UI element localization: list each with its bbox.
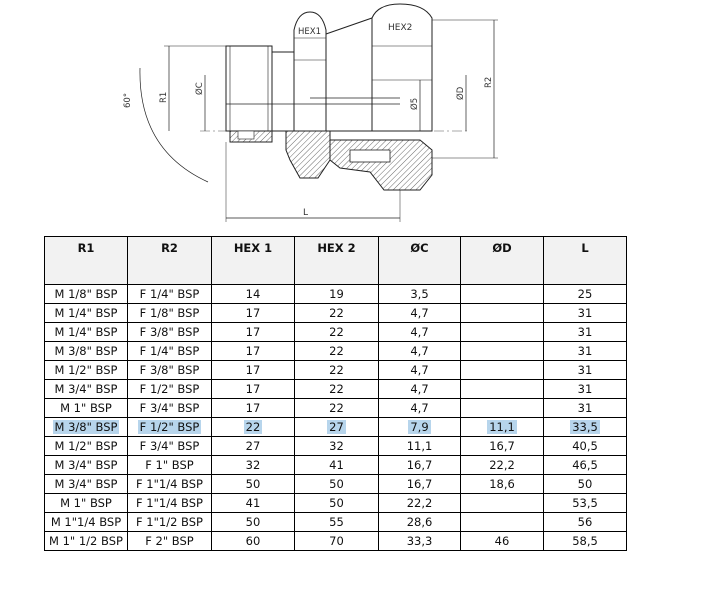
cell-text: 17 [245, 401, 261, 415]
cell-text: 33,3 [406, 534, 433, 548]
cell-hex1 [212, 475, 295, 494]
cell-od [461, 532, 544, 551]
cell-text: 56 [577, 515, 593, 529]
cell-text: M 1/4" BSP [54, 306, 118, 320]
cell-hex1 [212, 361, 295, 380]
r1-label: R1 [159, 91, 169, 103]
cell-oc [379, 456, 461, 475]
cell-text: 17 [245, 363, 261, 377]
header-od: ØD [461, 237, 544, 285]
cell-text: 11,1 [489, 420, 515, 434]
cell-text: 16,7 [406, 458, 433, 472]
cell-od [461, 437, 544, 456]
cell-l [544, 513, 627, 532]
cell-text: M 1/2" BSP [54, 439, 118, 453]
cell-text: F 1"1/4 BSP [136, 477, 203, 491]
section-hex1 [286, 131, 330, 178]
cell-text: 50 [329, 477, 344, 491]
cell-text: 46 [494, 534, 510, 548]
cell-r2 [128, 418, 212, 437]
cell-hex1 [212, 304, 295, 323]
cell-r2 [128, 285, 212, 304]
cell-r2 [128, 361, 212, 380]
cell-l [544, 456, 627, 475]
cell-text: 19 [329, 287, 344, 301]
cell-oc [379, 342, 461, 361]
cell-oc [379, 475, 461, 494]
o5-label: Ø5 [410, 97, 420, 110]
cell-r1 [45, 380, 128, 399]
cell-oc [379, 437, 461, 456]
cell-text: M 3/4" BSP [54, 477, 118, 491]
cell-hex2 [295, 342, 379, 361]
cell-r1 [45, 323, 128, 342]
cell-text: 22,2 [489, 458, 515, 472]
cell-r2 [128, 494, 212, 513]
cell-text: 41 [329, 458, 344, 472]
header-hex1: HEX 1 [212, 237, 295, 285]
cell-text: M 1"1/4 BSP [50, 515, 122, 529]
cell-text: 50 [329, 496, 344, 510]
cell-hex2 [295, 456, 379, 475]
cell-hex2 [295, 475, 379, 494]
cell-l [544, 304, 627, 323]
cell-r1 [45, 418, 128, 437]
cell-l [544, 437, 627, 456]
cell-text: M 3/4" BSP [54, 382, 118, 396]
cell-text: 50 [245, 477, 261, 491]
cell-r1 [45, 304, 128, 323]
cell-l [544, 285, 627, 304]
cell-od [461, 418, 544, 437]
cell-hex1 [212, 380, 295, 399]
cell-text: 70 [329, 534, 344, 548]
header-l: L [544, 237, 627, 285]
cell-text: M 1/8" BSP [54, 287, 118, 301]
cell-text: F 3/4" BSP [139, 401, 200, 415]
cell-text: 7,9 [410, 420, 429, 434]
cell-od [461, 342, 544, 361]
cell-hex1 [212, 513, 295, 532]
cell-text: F 3/4" BSP [139, 439, 200, 453]
cell-text: 11,1 [406, 439, 433, 453]
hex2-label: HEX2 [388, 23, 413, 33]
cell-l [544, 323, 627, 342]
cell-text: 22 [245, 420, 261, 434]
cell-text: 31 [577, 344, 593, 358]
table-row [45, 475, 627, 494]
cell-text: 46,5 [572, 458, 598, 472]
cell-hex2 [295, 418, 379, 437]
cell-text: 50 [577, 477, 593, 491]
cell-text: 4,7 [410, 363, 429, 377]
cell-l [544, 532, 627, 551]
cell-text: 31 [577, 325, 593, 339]
table-row [45, 323, 627, 342]
cell-text: 32 [245, 458, 261, 472]
cell-r1 [45, 437, 128, 456]
cell-r1 [45, 475, 128, 494]
cell-hex1 [212, 323, 295, 342]
cell-hex2 [295, 494, 379, 513]
cell-text: 14 [245, 287, 261, 301]
cell-text: 25 [577, 287, 593, 301]
cell-od [461, 304, 544, 323]
cell-hex1 [212, 494, 295, 513]
l-label: L [303, 208, 309, 218]
cell-r1 [45, 361, 128, 380]
cell-text: 4,7 [410, 401, 429, 415]
cell-r1 [45, 399, 128, 418]
angle-label: 60° [123, 92, 133, 108]
cell-text: 50 [245, 515, 261, 529]
cell-text: 4,7 [410, 382, 429, 396]
table-row [45, 456, 627, 475]
cell-hex2 [295, 437, 379, 456]
header-oc: ØC [379, 237, 461, 285]
cell-hex1 [212, 285, 295, 304]
cell-hex1 [212, 342, 295, 361]
cell-od [461, 380, 544, 399]
cell-text: M 3/8" BSP [54, 344, 118, 358]
cell-r2 [128, 342, 212, 361]
cell-text: M 3/4" BSP [54, 458, 118, 472]
cell-oc [379, 494, 461, 513]
cell-r1 [45, 456, 128, 475]
table-row [45, 494, 627, 513]
cell-od [461, 475, 544, 494]
cell-hex2 [295, 399, 379, 418]
table-row [45, 304, 627, 323]
cell-oc [379, 380, 461, 399]
hex1-label: HEX1 [298, 27, 321, 37]
cell-text: 18,6 [489, 477, 515, 491]
table-row [45, 532, 627, 551]
cell-r2 [128, 456, 212, 475]
header-r1: R1 [45, 237, 128, 285]
cell-text: 31 [577, 382, 593, 396]
cell-text: 55 [329, 515, 344, 529]
cell-oc [379, 418, 461, 437]
cell-r2 [128, 380, 212, 399]
cell-r2 [128, 475, 212, 494]
header-r2: R2 [128, 237, 212, 285]
table-row [45, 437, 627, 456]
cell-oc [379, 285, 461, 304]
table-row [45, 285, 627, 304]
cell-text: 22 [329, 306, 344, 320]
cell-hex2 [295, 380, 379, 399]
cell-hex2 [295, 323, 379, 342]
cell-text: 32 [329, 439, 344, 453]
table-row-highlighted [45, 418, 627, 437]
cell-text: 33,5 [572, 420, 598, 434]
cell-hex2 [295, 532, 379, 551]
cell-r2 [128, 437, 212, 456]
cell-hex2 [295, 513, 379, 532]
cell-text: 22 [329, 363, 344, 377]
cell-oc [379, 399, 461, 418]
cell-text: 16,7 [406, 477, 433, 491]
table-header-row [45, 237, 627, 285]
cell-text: 4,7 [410, 325, 429, 339]
cell-text: 28,6 [406, 515, 433, 529]
cell-text: M 1" BSP [60, 496, 112, 510]
r2-label: R2 [484, 76, 494, 88]
cell-oc [379, 513, 461, 532]
cell-text: F 1"1/2 BSP [136, 515, 203, 529]
cell-text: 27 [245, 439, 261, 453]
cell-text: 22 [329, 325, 344, 339]
cell-text: M 1" 1/2 BSP [49, 534, 123, 548]
table-row [45, 380, 627, 399]
cell-od [461, 494, 544, 513]
cell-text: 40,5 [572, 439, 598, 453]
cell-text: 16,7 [489, 439, 515, 453]
cell-text: F 1" BSP [145, 458, 194, 472]
cell-text: 41 [245, 496, 261, 510]
cell-od [461, 456, 544, 475]
cell-text: 31 [577, 306, 593, 320]
cell-text: 22 [329, 382, 344, 396]
cell-r2 [128, 513, 212, 532]
cell-text: 17 [245, 382, 261, 396]
cell-r2 [128, 399, 212, 418]
cell-text: 60 [245, 534, 261, 548]
cell-text: F 1"1/4 BSP [136, 496, 203, 510]
cell-text: F 2" BSP [145, 534, 194, 548]
table-row [45, 513, 627, 532]
cell-r2 [128, 532, 212, 551]
section-hex2 [330, 140, 432, 190]
cell-text: 27 [329, 420, 344, 434]
cell-text: 22,2 [406, 496, 433, 510]
cell-text: 53,5 [572, 496, 598, 510]
cell-text: M 3/8" BSP [54, 420, 118, 434]
cell-l [544, 361, 627, 380]
cell-l [544, 342, 627, 361]
cell-text: F 1/4" BSP [139, 344, 200, 358]
cell-od [461, 399, 544, 418]
table-row [45, 399, 627, 418]
cell-text: F 1/4" BSP [139, 287, 200, 301]
cell-text: 31 [577, 401, 593, 415]
cell-text: F 3/8" BSP [139, 363, 200, 377]
cell-text: M 1" BSP [60, 401, 112, 415]
cell-oc [379, 361, 461, 380]
cell-text: 4,7 [410, 306, 429, 320]
cell-text: F 1/2" BSP [139, 420, 200, 434]
cell-oc [379, 304, 461, 323]
cell-hex2 [295, 304, 379, 323]
table-row [45, 342, 627, 361]
cell-r1 [45, 285, 128, 304]
cell-r2 [128, 323, 212, 342]
cell-hex1 [212, 532, 295, 551]
table-row [45, 361, 627, 380]
cell-r1 [45, 494, 128, 513]
cell-text: 17 [245, 344, 261, 358]
od-label: ØD [456, 86, 466, 100]
cell-hex1 [212, 437, 295, 456]
cell-hex1 [212, 456, 295, 475]
cell-r2 [128, 304, 212, 323]
oc-label: ØC [195, 82, 205, 95]
cell-text: F 1/8" BSP [139, 306, 200, 320]
cell-l [544, 475, 627, 494]
cell-r1 [45, 342, 128, 361]
cell-r1 [45, 513, 128, 532]
cell-oc [379, 323, 461, 342]
cell-text: 31 [577, 363, 593, 377]
male-thread-outline [226, 46, 272, 131]
cell-l [544, 494, 627, 513]
cell-text: 17 [245, 306, 261, 320]
cell-r1 [45, 532, 128, 551]
cell-od [461, 361, 544, 380]
cell-text: 22 [329, 344, 344, 358]
cell-hex1 [212, 418, 295, 437]
cell-text: 22 [329, 401, 344, 415]
cell-text: F 1/2" BSP [139, 382, 200, 396]
cell-text: 3,5 [410, 287, 429, 301]
cell-text: F 3/8" BSP [139, 325, 200, 339]
fitting-technical-drawing [0, 0, 723, 232]
cell-text: 17 [245, 325, 261, 339]
cell-text: 58,5 [572, 534, 598, 548]
cell-od [461, 323, 544, 342]
cell-l [544, 399, 627, 418]
cell-l [544, 418, 627, 437]
cell-l [544, 380, 627, 399]
cell-text: M 1/2" BSP [54, 363, 118, 377]
cell-oc [379, 532, 461, 551]
cell-text: 4,7 [410, 344, 429, 358]
cell-hex1 [212, 399, 295, 418]
cell-hex2 [295, 361, 379, 380]
cell-hex2 [295, 285, 379, 304]
cell-od [461, 513, 544, 532]
cell-od [461, 285, 544, 304]
spec-table [44, 236, 627, 551]
cell-text: M 1/4" BSP [54, 325, 118, 339]
header-hex2: HEX 2 [295, 237, 379, 285]
